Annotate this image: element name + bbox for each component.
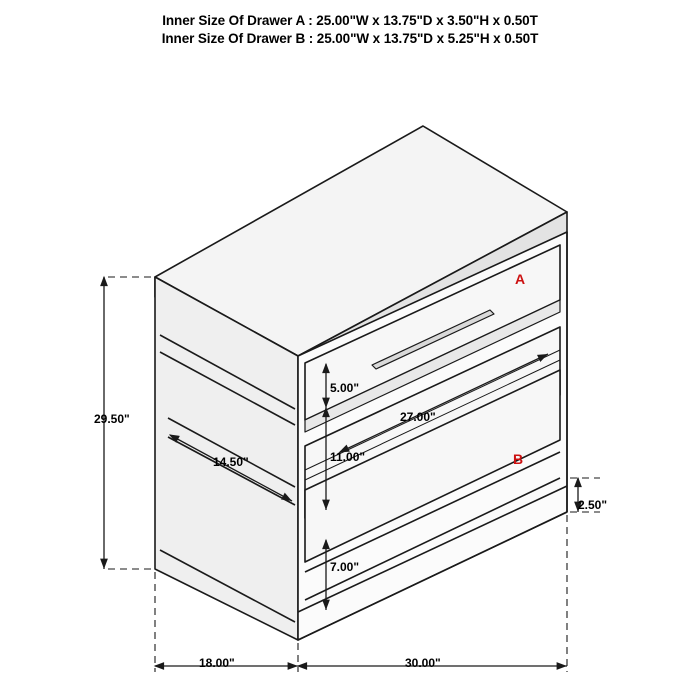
drawer-b-spec-text: Inner Size Of Drawer B : 25.00"W x 13.75"D x 5.25"H x 0.50T: [161, 31, 539, 46]
drawer-b-label: B: [513, 451, 524, 467]
dim-label-mid-height: 11.00": [330, 450, 366, 464]
dim-label-front-width: 27.00": [400, 410, 436, 424]
dim-label-base-height: 2.50": [578, 498, 608, 512]
drawer-a-spec-text: Inner Size Of Drawer A : 25.00"W x 13.75"D x 3.50"H x 0.50T: [162, 13, 538, 28]
dim-label-base-depth: 18.00": [199, 656, 235, 670]
dim-label-drawer-a-height: 5.00": [330, 381, 360, 395]
drawer-a-label: A: [515, 271, 526, 287]
dim-label-lower-height: 7.00": [330, 560, 360, 574]
dim-label-base-width: 30.00": [405, 656, 441, 670]
dim-label-side-depth: 14.50": [213, 455, 249, 469]
cabinet-body: [155, 126, 567, 640]
dim-label-overall-height: 29.50": [94, 412, 130, 426]
